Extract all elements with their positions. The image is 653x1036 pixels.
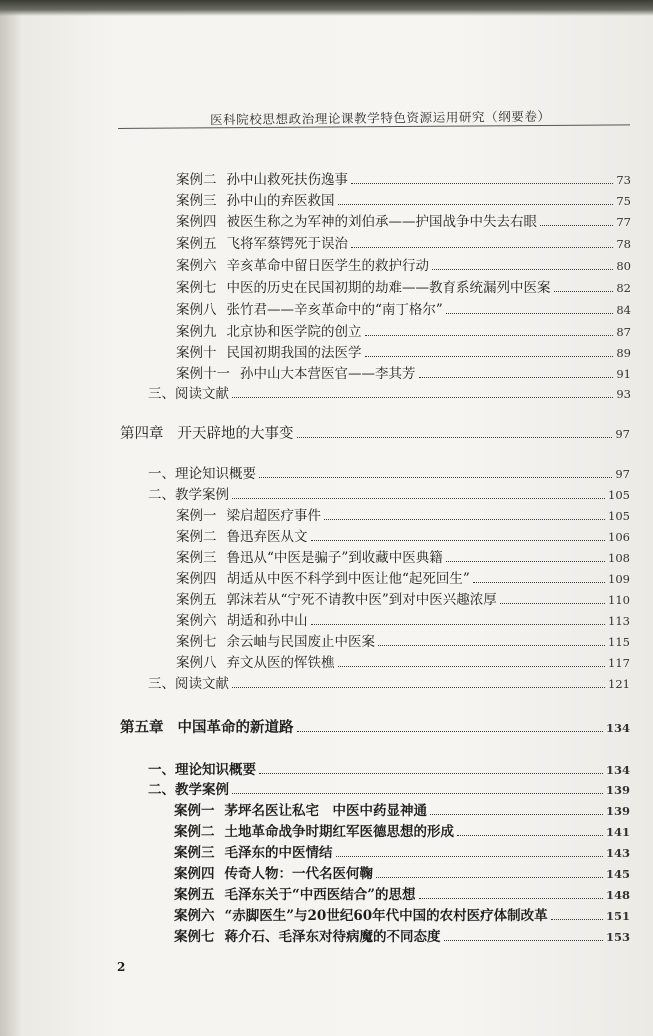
case-number: 案例二 [176,172,217,188]
case-number: 案例八 [176,302,217,318]
dot-leader [376,877,603,878]
dot-leader [338,666,606,667]
dot-leader [378,645,605,646]
toc-entry [176,653,630,673]
toc-entry [174,885,630,905]
toc-entry [176,278,631,298]
section-number: 三、 [148,386,175,402]
page-number: 148 [605,888,630,902]
case-number: 案例四 [176,571,217,587]
case-number: 案例八 [176,655,217,671]
dot-leader [259,773,603,774]
toc-section [148,760,630,780]
toc-entry [176,212,631,232]
dot-leader [311,624,606,625]
section-title: 理论知识概要 [175,762,256,778]
section-number: 一、 [148,762,175,778]
page-number: 113 [608,614,630,628]
toc-entry [176,343,631,363]
case-number: 案例十一 [176,366,230,382]
toc-section [148,384,631,404]
page-number: 91 [616,367,631,381]
dot-leader [259,477,612,478]
entry-title: 土地革命战争时期红军医德思想的形成 [224,824,454,840]
dot-leader [232,397,613,398]
toc-section [148,464,630,484]
dot-leader [232,793,603,794]
entry-title: 郭沫若从“宁死不请教中医”到对中医兴趣浓厚 [226,592,497,608]
entry-title: 弃文从医的恽铁樵 [226,655,335,671]
toc-entry [176,611,630,631]
running-header: 医科院校思想政治理论课教学特色资源运用研究（纲要卷） [209,108,551,128]
dot-leader [351,183,613,184]
entry-title: 中医的历史在民国初期的劫难——教育系统漏列中医案 [226,280,551,296]
dot-leader [473,582,605,583]
case-number: 案例六 [176,258,217,274]
case-number: 案例五 [176,236,217,252]
case-number: 案例九 [176,324,217,340]
dot-leader [430,814,603,815]
page-number: 151 [605,909,630,923]
page-number: 153 [605,930,630,944]
case-number: 案例六 [174,908,215,924]
section-number: 一、 [148,466,175,482]
chapter-number: 第四章 [120,426,164,442]
dot-leader [311,540,606,541]
dot-leader [444,940,603,941]
toc-entry [176,234,631,254]
folio-page-number: 2 [117,960,126,974]
case-number: 案例一 [176,508,217,524]
toc-section [148,485,630,505]
chapter-title: 开天辟地的大事变 [177,426,294,442]
page-number: 84 [616,303,631,317]
case-number: 案例十 [176,345,217,361]
toc-entry [176,191,631,211]
entry-title: 被医生称之为军神的刘伯承——护国战争中失去右眼 [226,214,537,230]
entry-title: 辛亥革命中留日医学生的救护行动 [226,258,429,274]
section-title: 教学案例 [175,782,229,798]
case-number: 案例三 [176,550,217,566]
entry-title: 胡适和孙中山 [226,613,308,629]
entry-title: 鲁迅从“中医是骗子”到收藏中医典籍 [226,550,443,566]
toc-entry [176,632,630,652]
toc-chapter [120,424,630,444]
case-number: 案例三 [174,845,215,861]
page-number: 115 [608,635,630,649]
dot-leader [351,247,613,248]
toc-entry [176,364,631,384]
toc-section [148,780,630,800]
page-number: 143 [605,846,630,860]
dot-leader [554,291,614,292]
page-number: 108 [608,551,630,565]
entry-title: 传奇人物：一代名医何鞠 [224,866,373,882]
dot-leader [365,356,614,357]
case-number: 案例一 [174,803,215,819]
case-number: 案例七 [176,634,217,650]
section-title: 阅读文献 [175,676,229,692]
dot-leader [551,919,603,920]
dot-leader [457,835,603,836]
chapter-title: 中国革命的新道路 [177,719,294,736]
section-number: 三、 [148,676,175,692]
entry-title: 毛泽东关于“中西医结合”的思想 [224,887,416,903]
section-number: 二、 [148,487,175,503]
entry-title: 民国初期我国的法医学 [226,345,362,361]
page-number: 93 [616,387,631,401]
page-number: 121 [608,677,630,691]
dot-leader [324,519,605,520]
spine-shadow [0,0,22,1036]
dot-leader [446,313,614,314]
page-number: 73 [616,173,631,187]
page-number: 109 [608,572,630,586]
entry-title: 毛泽东的中医情结 [224,845,333,861]
toc-chapter [120,718,630,738]
toc-entry [176,569,630,589]
case-number: 案例七 [174,929,215,945]
chapter-number: 第五章 [120,719,164,736]
page-number: 105 [608,488,630,502]
entry-title: 孙中山救死扶伤逸事 [226,172,348,188]
case-number: 案例三 [176,193,217,209]
toc-entry [176,506,630,526]
page-number: 97 [615,427,630,441]
page-number: 78 [616,237,631,251]
section-title: 阅读文献 [175,386,229,402]
toc-entry [174,864,630,884]
case-number: 案例四 [176,214,217,230]
dot-leader [232,498,605,499]
case-number: 案例七 [176,280,217,296]
page-number: 117 [608,656,630,670]
case-number: 案例六 [176,613,217,629]
entry-title: 梁启超医疗事件 [226,508,321,524]
entry-title: 孙中山大本营医官——李其芳 [240,366,416,382]
entry-title: 余云岫与民国废止中医案 [226,634,375,650]
section-title: 教学案例 [175,487,229,503]
entry-title: 张竹君——辛亥革命中的“南丁格尔” [226,302,443,318]
dot-leader [540,225,613,226]
page-number: 89 [616,346,631,360]
page-number: 106 [608,530,630,544]
case-number: 案例二 [176,529,217,545]
toc-entry [176,590,630,610]
toc-entry [174,822,630,842]
page-number: 87 [616,325,631,339]
dot-leader [446,561,605,562]
entry-title: 蒋介石、毛泽东对待病魔的不同态度 [224,929,441,945]
page-number: 141 [605,825,630,839]
dot-leader [419,377,614,378]
toc-entry [174,927,630,947]
toc-entry [176,256,631,276]
page-number: 110 [608,593,630,607]
dot-leader [432,269,613,270]
page-number: 139 [605,783,630,797]
toc-entry [174,906,630,926]
page-number: 97 [615,467,630,481]
section-title: 理论知识概要 [175,466,256,482]
page-number: 139 [605,804,630,818]
toc-entry [176,527,630,547]
dot-leader [500,603,605,604]
dot-leader [338,204,614,205]
case-number: 案例二 [174,824,215,840]
entry-title: 茅坪名医让私宅 中医中药显神通 [224,803,427,819]
page-number: 134 [605,763,630,777]
page-number: 82 [616,281,631,295]
dot-leader [365,335,614,336]
entry-title: 北京协和医学院的创立 [226,324,362,340]
dot-leader [297,731,603,732]
entry-title: 鲁迅弃医从文 [226,529,308,545]
toc-entry [176,548,630,568]
entry-title: 胡适从中医不科学到中医让他“起死回生” [226,571,470,587]
dot-leader [297,437,613,438]
section-number: 二、 [148,782,175,798]
page-number: 105 [608,509,630,523]
dot-leader [232,687,605,688]
toc-entry [176,322,631,342]
dot-leader [336,856,603,857]
page-number: 145 [605,867,630,881]
entry-title: 飞将军蔡锷死于误治 [226,236,348,252]
dot-leader [419,898,603,899]
entry-title: 孙中山的弃医救国 [226,193,335,209]
page-number: 80 [616,259,631,273]
toc-section [148,674,630,694]
page-number: 75 [616,194,631,208]
case-number: 案例四 [174,866,215,882]
toc-entry [174,801,630,821]
toc-entry [176,300,631,320]
page-number: 77 [616,215,631,229]
toc-entry [176,170,631,190]
toc-entry [174,843,630,863]
entry-title: “赤脚医生”与20世纪60年代中国的农村医疗体制改革 [224,908,548,924]
case-number: 案例五 [174,887,215,903]
page-number: 134 [605,721,630,735]
case-number: 案例五 [176,592,217,608]
top-edge-shadow [0,0,653,16]
